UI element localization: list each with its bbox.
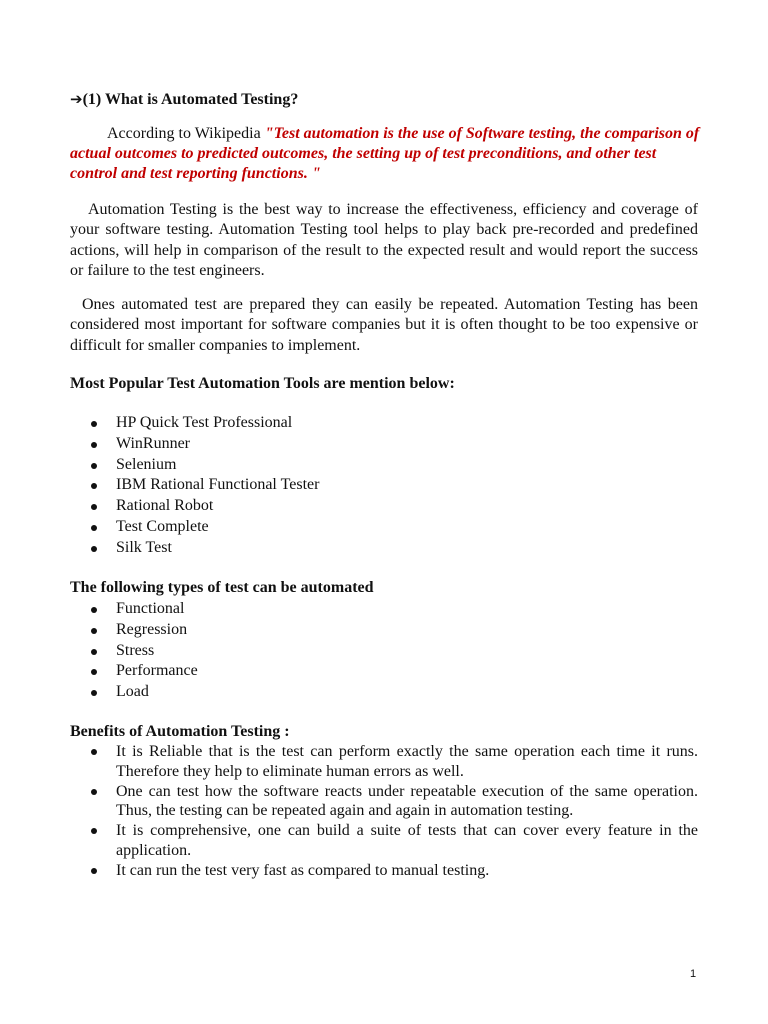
list-item: Test Complete	[70, 517, 698, 538]
heading-text: (1) What is Automated Testing?	[82, 91, 299, 108]
bullet-icon	[91, 628, 97, 634]
list-item: Selenium	[70, 455, 698, 476]
list-item: One can test how the software reacts under repeatable execution of the same operation. Thus, the testing can be repeated again and again in automation testing.	[70, 782, 698, 822]
bullet-icon	[91, 789, 97, 795]
benefits-list	[70, 742, 698, 881]
bullet-icon	[91, 546, 97, 552]
quote-text: "Test automation is the use of Software testing, the comparison of actual outcomes to predicted outcomes, the setting up of test preconditions, and other test control and test reporting functions. "	[70, 125, 700, 182]
list-item: IBM Rational Functional Tester	[70, 475, 698, 496]
bullet-icon	[91, 749, 97, 755]
bullet-icon	[91, 828, 97, 834]
bullet-icon	[91, 690, 97, 696]
list-item: It is comprehensive, one can build a suite of tests that can cover every feature in the application.	[70, 821, 698, 861]
list-item: Stress	[70, 641, 698, 662]
bullet-icon	[91, 442, 97, 448]
page-number: 1	[690, 968, 697, 980]
quote-lead: According to Wikipedia	[107, 125, 265, 142]
benefits-title: Benefits of Automation Testing :	[70, 723, 290, 740]
types-list	[70, 599, 698, 703]
paragraph-1: Automation Testing is the best way to increase the effectiveness, efficiency and coverage of your software testing. Automation Testing tool helps to play back pre-recorded and predefined actions, will help in comparison of the result to the expected result and would report the success or failure to the test engineers.	[70, 201, 698, 279]
list-item: It is Reliable that is the test can perform exactly the same operation each time it runs. Therefore they help to eliminate human errors as well.	[70, 742, 698, 782]
list-item: HP Quick Test Professional	[70, 413, 698, 434]
list-item: Load	[70, 682, 698, 703]
tools-list	[70, 413, 698, 559]
bullet-icon	[91, 463, 97, 469]
list-item: It can run the test very fast as compared to manual testing.	[70, 861, 698, 881]
bullet-icon	[91, 868, 97, 874]
bullet-icon	[91, 669, 97, 675]
list-item: Silk Test	[70, 538, 698, 559]
list-item: Performance	[70, 661, 698, 682]
section-heading	[70, 89, 298, 110]
bullet-icon	[91, 607, 97, 613]
paragraph-2: Ones automated test are prepared they can easily be repeated. Automation Testing has been considered most important for software companies but it is often thought to be too expensive or difficult for smaller companies to implement.	[70, 296, 698, 354]
tools-title: Most Popular Test Automation Tools are mention below:	[70, 375, 455, 392]
bullet-icon	[91, 525, 97, 531]
wikipedia-quote	[70, 124, 702, 184]
list-item: Regression	[70, 620, 698, 641]
list-item: WinRunner	[70, 434, 698, 455]
list-item: Rational Robot	[70, 496, 698, 517]
bullet-icon	[91, 421, 97, 427]
list-item: Functional	[70, 599, 698, 620]
arrow-icon: ➔	[70, 90, 83, 108]
bullet-icon	[91, 483, 97, 489]
bullet-icon	[91, 649, 97, 655]
types-title: The following types of test can be automated	[70, 579, 374, 596]
bullet-icon	[91, 504, 97, 510]
